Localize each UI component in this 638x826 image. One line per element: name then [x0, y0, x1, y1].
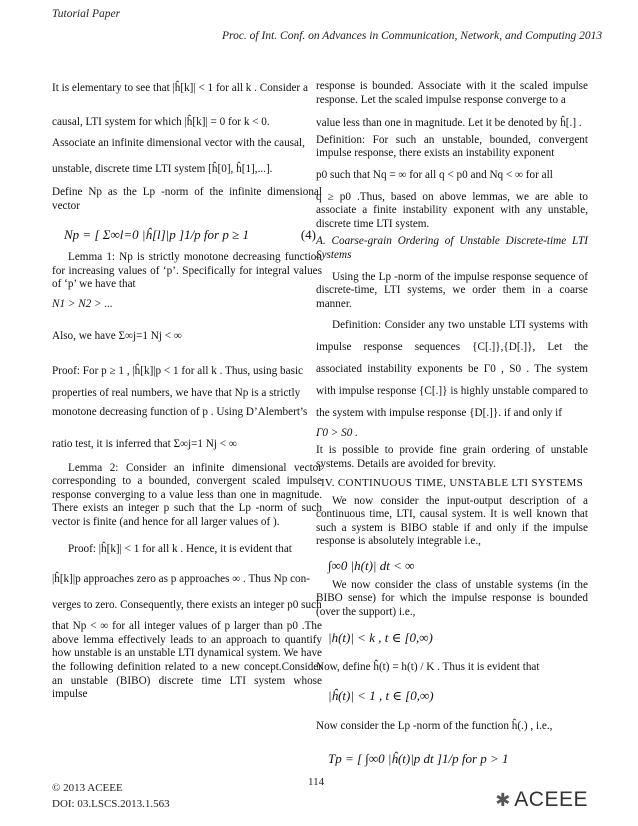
paragraph: causal, LTI system for which |ĥ[k]| = 0 for k < 0.	[52, 115, 270, 128]
paragraph: q ≥ p0 .Thus, based on above lemmas, we are able to associate a finite instability exponent with any unstable, discrete time LTI system.	[316, 190, 588, 230]
proceedings-title: Proc. of Int. Conf. on Advances in Communication, Network, and Computing 2013	[222, 30, 603, 42]
paragraph: value less than one in magnitude. Let it be denoted by ĥ[.] .	[316, 117, 582, 130]
definition: Definition: For such an unstable, bounded, convergent impulse response, there exists an instability exponent	[316, 133, 588, 160]
paragraph: Associate an infinite dimensional vector with the causal,	[52, 137, 305, 150]
equation-integral: ∫∞0 |h(t)| dt < ∞	[328, 558, 415, 574]
paragraph: ratio test, it is inferred that Σ∞j=1 Nj < ∞	[52, 437, 237, 450]
paragraph: We now consider the input-output description of a continuous time, LTI, causal system. It is well known that such a system is BIBO stable if and only if the impulse response is absolutely integrable i.e.,	[316, 494, 588, 548]
equation-body: Np = [ Σ∞l=0 |ĥ[l]|p ]1/p for p ≥ 1	[64, 226, 249, 242]
section-heading: IV. CONTINUOUS TIME, UNSTABLE LTI SYSTEMS	[320, 477, 584, 490]
paragraph: properties of real numbers, we have that Np is a strictly	[52, 386, 301, 399]
paragraph: Now, define ĥ(t) = h(t) / K . Thus it is evident that	[316, 661, 540, 674]
publisher-logo	[495, 788, 588, 812]
paragraph: Now consider the Lp -norm of the function ĥ(.) , i.e.,	[316, 720, 553, 733]
paragraph: verges to zero. Consequently, there exists an integer p0 such	[52, 598, 322, 611]
subsection-heading: A. Coarse-grain Ordering of Unstable Discrete-time LTI Systems	[316, 235, 588, 261]
lemma-1: Lemma 1: Np is strictly monotone decreasing function for increasing values of ‘p’. Specifically for integral values of ‘p’ we have that	[52, 251, 322, 291]
proof-1: Proof: For p ≥ 1 , |ĥ[k]|p < 1 for all k . Thus, using basic	[52, 365, 304, 378]
definition: Definition: Consider any two unstable LTI systems with impulse response sequences {C[.]},{D[.]}, Let the associated instability exponents be Γ0 , S0 . The system with impulse response {C[.]} is highly unstable compared to the system with impulse response {D[.]}. if and only if	[316, 319, 588, 420]
equation-scaled: |ĥ(t)| < 1 , t ∈ [0,∞)	[328, 687, 434, 703]
paragraph: It is elementary to see that |ĥ[k]| < 1 for all k . Consider a	[52, 82, 308, 94]
logo-text: ACEEE	[514, 788, 588, 811]
paragraph: Define Np as the Lp -norm of the infinite dimensional vector	[52, 186, 322, 212]
paragraph: Using the Lp -norm of the impulse response sequence of discrete-time, LTI systems, we order them in a coarse manner.	[316, 270, 588, 310]
proof-2: Proof: |ĥ[k]| < 1 for all k . Hence, it is evident that	[68, 543, 292, 556]
paragraph: that Np < ∞ for all integer values of p larger than p0 .The above lemma effectively leads to an approach to quantify how unstable is an unstable LTI dynamical system. We have the following definition related to a new concept.Consider an unstable (BIBO) discrete time LTI system whose impulse	[52, 620, 322, 701]
star-mark-icon: ✱	[495, 789, 511, 810]
lemma-2: Lemma 2: Consider an infinite dimensional vector corresponding to a bounded, convergent scaled impulse response converging to a value less than one in magnitude. There exists an integer p such that the Lp -norm of such vector is finite (and hence for all larger values of ).	[52, 461, 322, 528]
inequality: Γ0 > S0 .	[316, 427, 358, 440]
page-number: 114	[308, 776, 325, 788]
equation-bound: |h(t)| < k , t ∈ [0,∞)	[328, 630, 433, 646]
paragraph: p0 such that Nq = ∞ for all q < p0 and Nq < ∞ for all	[316, 168, 553, 181]
left-column	[52, 80, 322, 705]
paragraph: It is possible to provide fine grain ordering of unstable systems. Details are avoided for brevity.	[316, 443, 588, 470]
paragraph: We now consider the class of unstable systems (in the BIBO sense) for which the impulse response is bounded (over the support) i.e.,	[316, 578, 588, 618]
paragraph: Also, we have Σ∞j=1 Nj < ∞	[52, 329, 182, 342]
paragraph: |ĥ[k]|p approaches zero as p approaches ∞ . Thus Np con-	[52, 573, 310, 586]
paragraph: response is bounded. Associate with it the scaled impulse response. Let the scaled impulse response converge to a	[316, 80, 588, 106]
equation-number: (4)	[300, 226, 316, 242]
inequality: N1 > N2 > ...	[52, 297, 113, 310]
paragraph: unstable, discrete time LTI system [ĥ[0], ĥ[1],...].	[52, 162, 273, 175]
doi: DOI: 03.LSCS.2013.1.563	[52, 798, 170, 810]
right-column	[316, 80, 588, 771]
paper-type: Tutorial Paper	[52, 8, 121, 20]
copyright: © 2013 ACEEE	[52, 782, 123, 794]
equation-tp: Tp = [ ∫∞0 |ĥ(t)|p dt ]1/p for p > 1	[328, 750, 509, 766]
equation-4	[64, 228, 322, 242]
paragraph: monotone decreasing function of p . Using D’Alembert’s	[52, 406, 308, 419]
